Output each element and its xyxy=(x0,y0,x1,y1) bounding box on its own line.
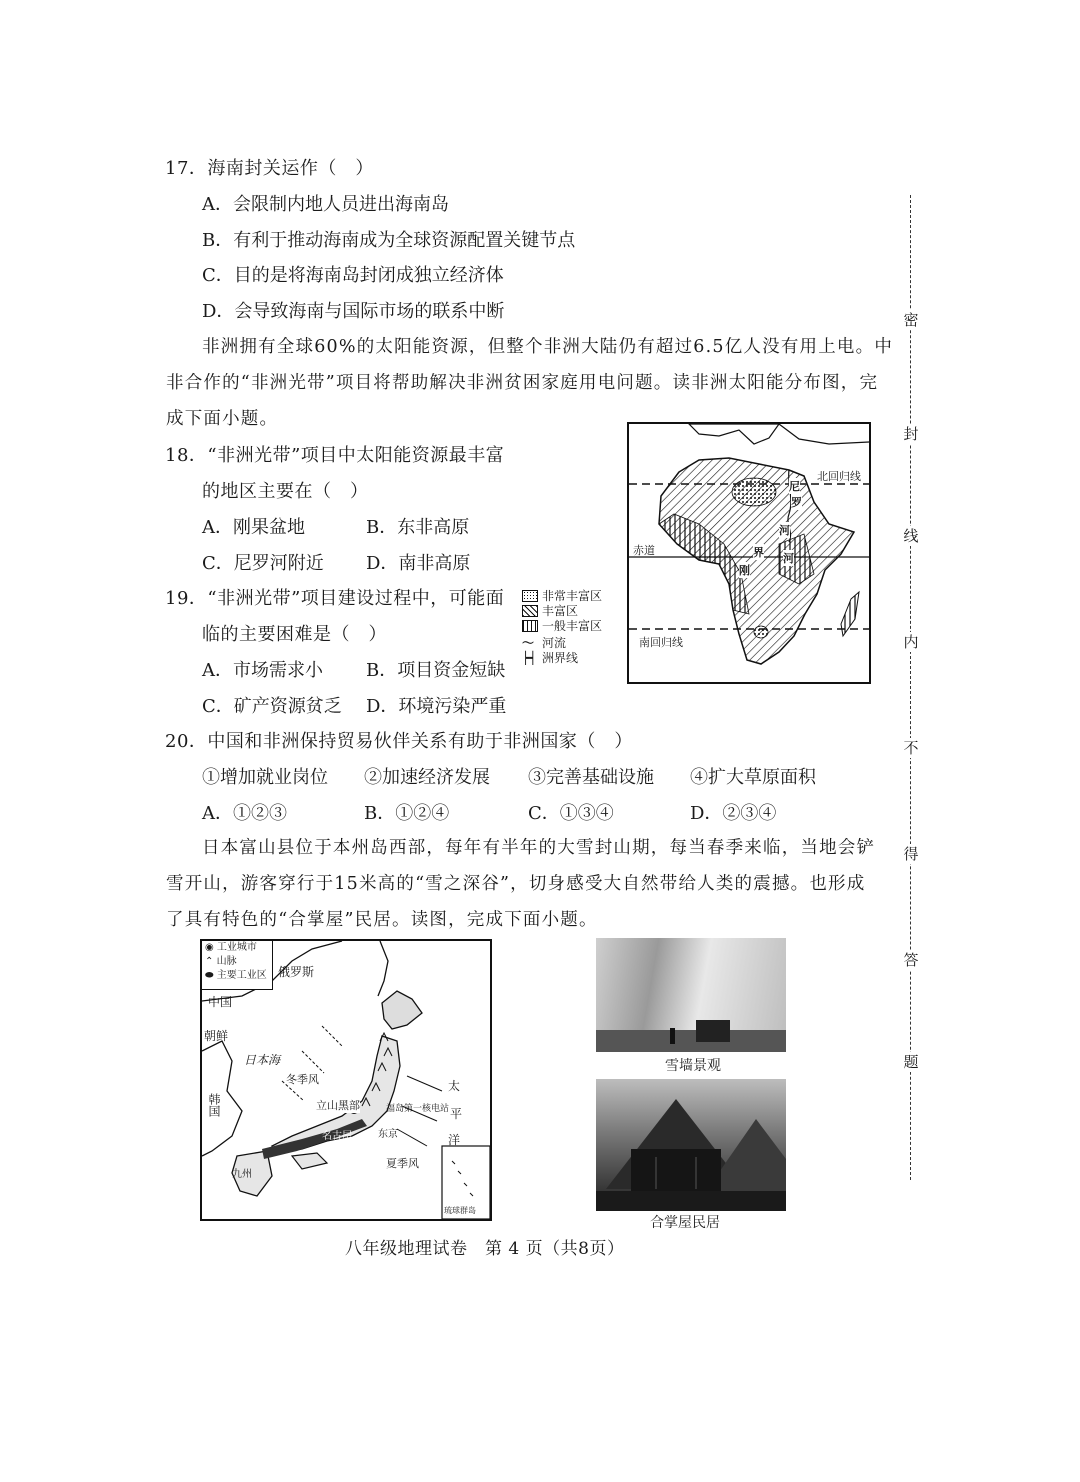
ryukyu-label: 琉球群岛 xyxy=(444,1206,476,1215)
tateyama-label: 立山黑部 xyxy=(316,1099,360,1112)
legend-industrial-zone: 主要工业区 xyxy=(216,970,267,981)
japan-passage-line-2: 雪开山，游客穿行于15米高的“雪之深谷”，切身感受大自然带给人类的震撼。也形成 xyxy=(166,874,866,894)
seal-char-2: 封 xyxy=(899,424,923,444)
person-shape xyxy=(670,1028,675,1044)
q17-option-b: B．有利于推动海南成为全球资源配置关键节点 xyxy=(202,230,576,251)
road-shape xyxy=(596,1030,786,1052)
tropic-south-label: 南回归线 xyxy=(639,636,683,649)
q17-stem: 17．海南封关运作（ ） xyxy=(165,158,374,179)
winter-monsoon-label: 冬季风 xyxy=(286,1073,319,1086)
legend-river: 河流 xyxy=(542,636,567,650)
pacific-char-3: 洋 xyxy=(448,1133,461,1147)
gassho-house-caption: 合掌屋民居 xyxy=(650,1215,720,1231)
seal-char-4: 内 xyxy=(899,632,923,652)
congo-char-2: 刚 xyxy=(739,564,750,577)
q19-option-c: C．矿产资源贫乏 xyxy=(202,696,342,717)
legend-rich: 丰富区 xyxy=(542,604,579,618)
q18-option-d: D．南非高原 xyxy=(366,553,471,574)
seal-char-3: 线 xyxy=(899,526,923,546)
legend-boundary: 洲界线 xyxy=(542,651,579,665)
q20-option-c: C．①③④ xyxy=(528,803,614,824)
q19-option-a: A．市场需求小 xyxy=(202,660,323,681)
q20-option-d: D．②③④ xyxy=(690,803,777,824)
q19-option-d: D．环境污染严重 xyxy=(366,696,507,717)
q17-option-c: C．目的是将海南岛封闭成独立经济体 xyxy=(202,265,504,286)
rich-swatch xyxy=(522,605,538,617)
tropic-north-label: 北回归线 xyxy=(817,470,861,483)
summer-monsoon-label: 夏季风 xyxy=(386,1157,419,1170)
gassho-house-graphic xyxy=(596,1079,786,1211)
legend-mountain: 山脉 xyxy=(216,956,237,967)
south-korea-label: 韩国 xyxy=(207,1093,221,1117)
q20-option-b: B．①②④ xyxy=(364,803,450,824)
nagoya-label: 名古屋 xyxy=(322,1131,352,1142)
q20-item-3: ③完善基础设施 xyxy=(528,767,654,788)
q20-stem: 20．中国和非洲保持贸易伙伴关系有助于非洲国家（ ） xyxy=(165,731,633,752)
sea-of-japan-label: 日本海 xyxy=(244,1053,281,1067)
japan-map-legend xyxy=(202,941,273,990)
nile-char-3: 河 xyxy=(779,524,790,537)
q18-option-b: B．东非高原 xyxy=(366,517,470,538)
china-label: 中国 xyxy=(208,995,233,1009)
q19-stem-line-1: 19．“非洲光带”项目建设过程中，可能面 xyxy=(165,588,505,609)
congo-char-3: 河 xyxy=(783,552,794,565)
japan-passage-line-3: 了具有特色的“合掌屋”民居。读图，完成下面小题。 xyxy=(166,910,598,930)
legend-moderate: 一般丰富区 xyxy=(542,619,603,633)
russia-label: 俄罗斯 xyxy=(278,965,315,979)
africa-passage-line-2: 非合作的“非洲光带”项目将帮助解决非洲贫困家庭用电问题。读非洲太阳能分布图，完 xyxy=(166,373,879,393)
seal-char-1: 密 xyxy=(899,310,923,330)
gassho-house-photo xyxy=(596,1079,786,1211)
legend-very-rich: 非常丰富区 xyxy=(542,589,603,603)
q18-stem-line-1: 18．“非洲光带”项目中太阳能资源最丰富 xyxy=(165,445,505,466)
snow-wall-photo xyxy=(596,938,786,1052)
seal-char-8: 题 xyxy=(899,1052,923,1072)
africa-passage-line-3: 成下面小题。 xyxy=(166,409,279,429)
pacific-char-1: 太 xyxy=(448,1079,461,1093)
nile-char-2: 罗 xyxy=(791,496,802,509)
mountain-icon: ⌃ xyxy=(205,956,214,967)
pacific-char-2: 平 xyxy=(450,1107,463,1121)
q19-option-b: B．项目资金短缺 xyxy=(366,660,506,681)
q20-option-a: A．①②③ xyxy=(202,803,287,824)
q18-option-c: C．尼罗河附近 xyxy=(202,553,324,574)
seal-char-7: 答 xyxy=(899,950,923,970)
equator-label: 赤道 xyxy=(633,544,655,557)
bus-shape xyxy=(696,1020,730,1042)
very-rich-swatch xyxy=(522,590,538,602)
snow-wall-caption: 雪墙景观 xyxy=(665,1058,721,1074)
fukushima-label: 福岛第一核电站 xyxy=(386,1104,450,1114)
africa-passage-line-1: 非洲拥有全球60%的太阳能资源，但整个非洲大陆仍有超过6.5亿人没有用上电。中 xyxy=(202,337,894,357)
industrial-city-icon: ◉ xyxy=(205,942,214,953)
nile-char-1: 尼 xyxy=(789,480,800,493)
japan-map xyxy=(200,939,492,1221)
seal-dashed-line xyxy=(910,195,911,1180)
q17-option-d: D．会导致海南与国际市场的联系中断 xyxy=(202,301,505,322)
q18-option-a: A．刚果盆地 xyxy=(202,517,305,538)
q19-stem-line-2: 临的主要困难是（ ） xyxy=(202,624,387,645)
legend-industrial-city: 工业城市 xyxy=(216,942,257,953)
africa-solar-map xyxy=(627,422,871,684)
industrial-zone-icon: ⬬ xyxy=(205,970,214,981)
seal-char-6: 得 xyxy=(899,844,923,864)
boundary-symbol-icon: ┝┥ xyxy=(522,650,537,665)
page-footer: 八年级地理试卷 第 4 页（共8页） xyxy=(345,1239,625,1259)
moderate-swatch xyxy=(522,620,538,632)
kyushu-label: 九州 xyxy=(232,1169,252,1180)
q20-item-2: ②加速经济发展 xyxy=(364,767,490,788)
q18-stem-line-2: 的地区主要在（ ） xyxy=(202,481,369,502)
seal-line xyxy=(896,195,926,1180)
q20-item-1: ①增加就业岗位 xyxy=(202,767,328,788)
congo-char-1: 界 xyxy=(753,546,764,559)
river-symbol-icon: 〜 xyxy=(522,636,535,650)
q20-item-4: ④扩大草原面积 xyxy=(690,767,816,788)
japan-passage-line-1: 日本富山县位于本州岛西部，每年有半年的大雪封山期，每当春季来临，当地会铲 xyxy=(202,838,876,858)
north-korea-label: 朝鲜 xyxy=(204,1029,229,1043)
africa-map-legend xyxy=(522,588,602,665)
seal-char-5: 不 xyxy=(899,738,923,758)
q17-option-a: A．会限制内地人员进出海南岛 xyxy=(202,194,449,215)
tokyo-label: 东京 xyxy=(378,1129,398,1140)
